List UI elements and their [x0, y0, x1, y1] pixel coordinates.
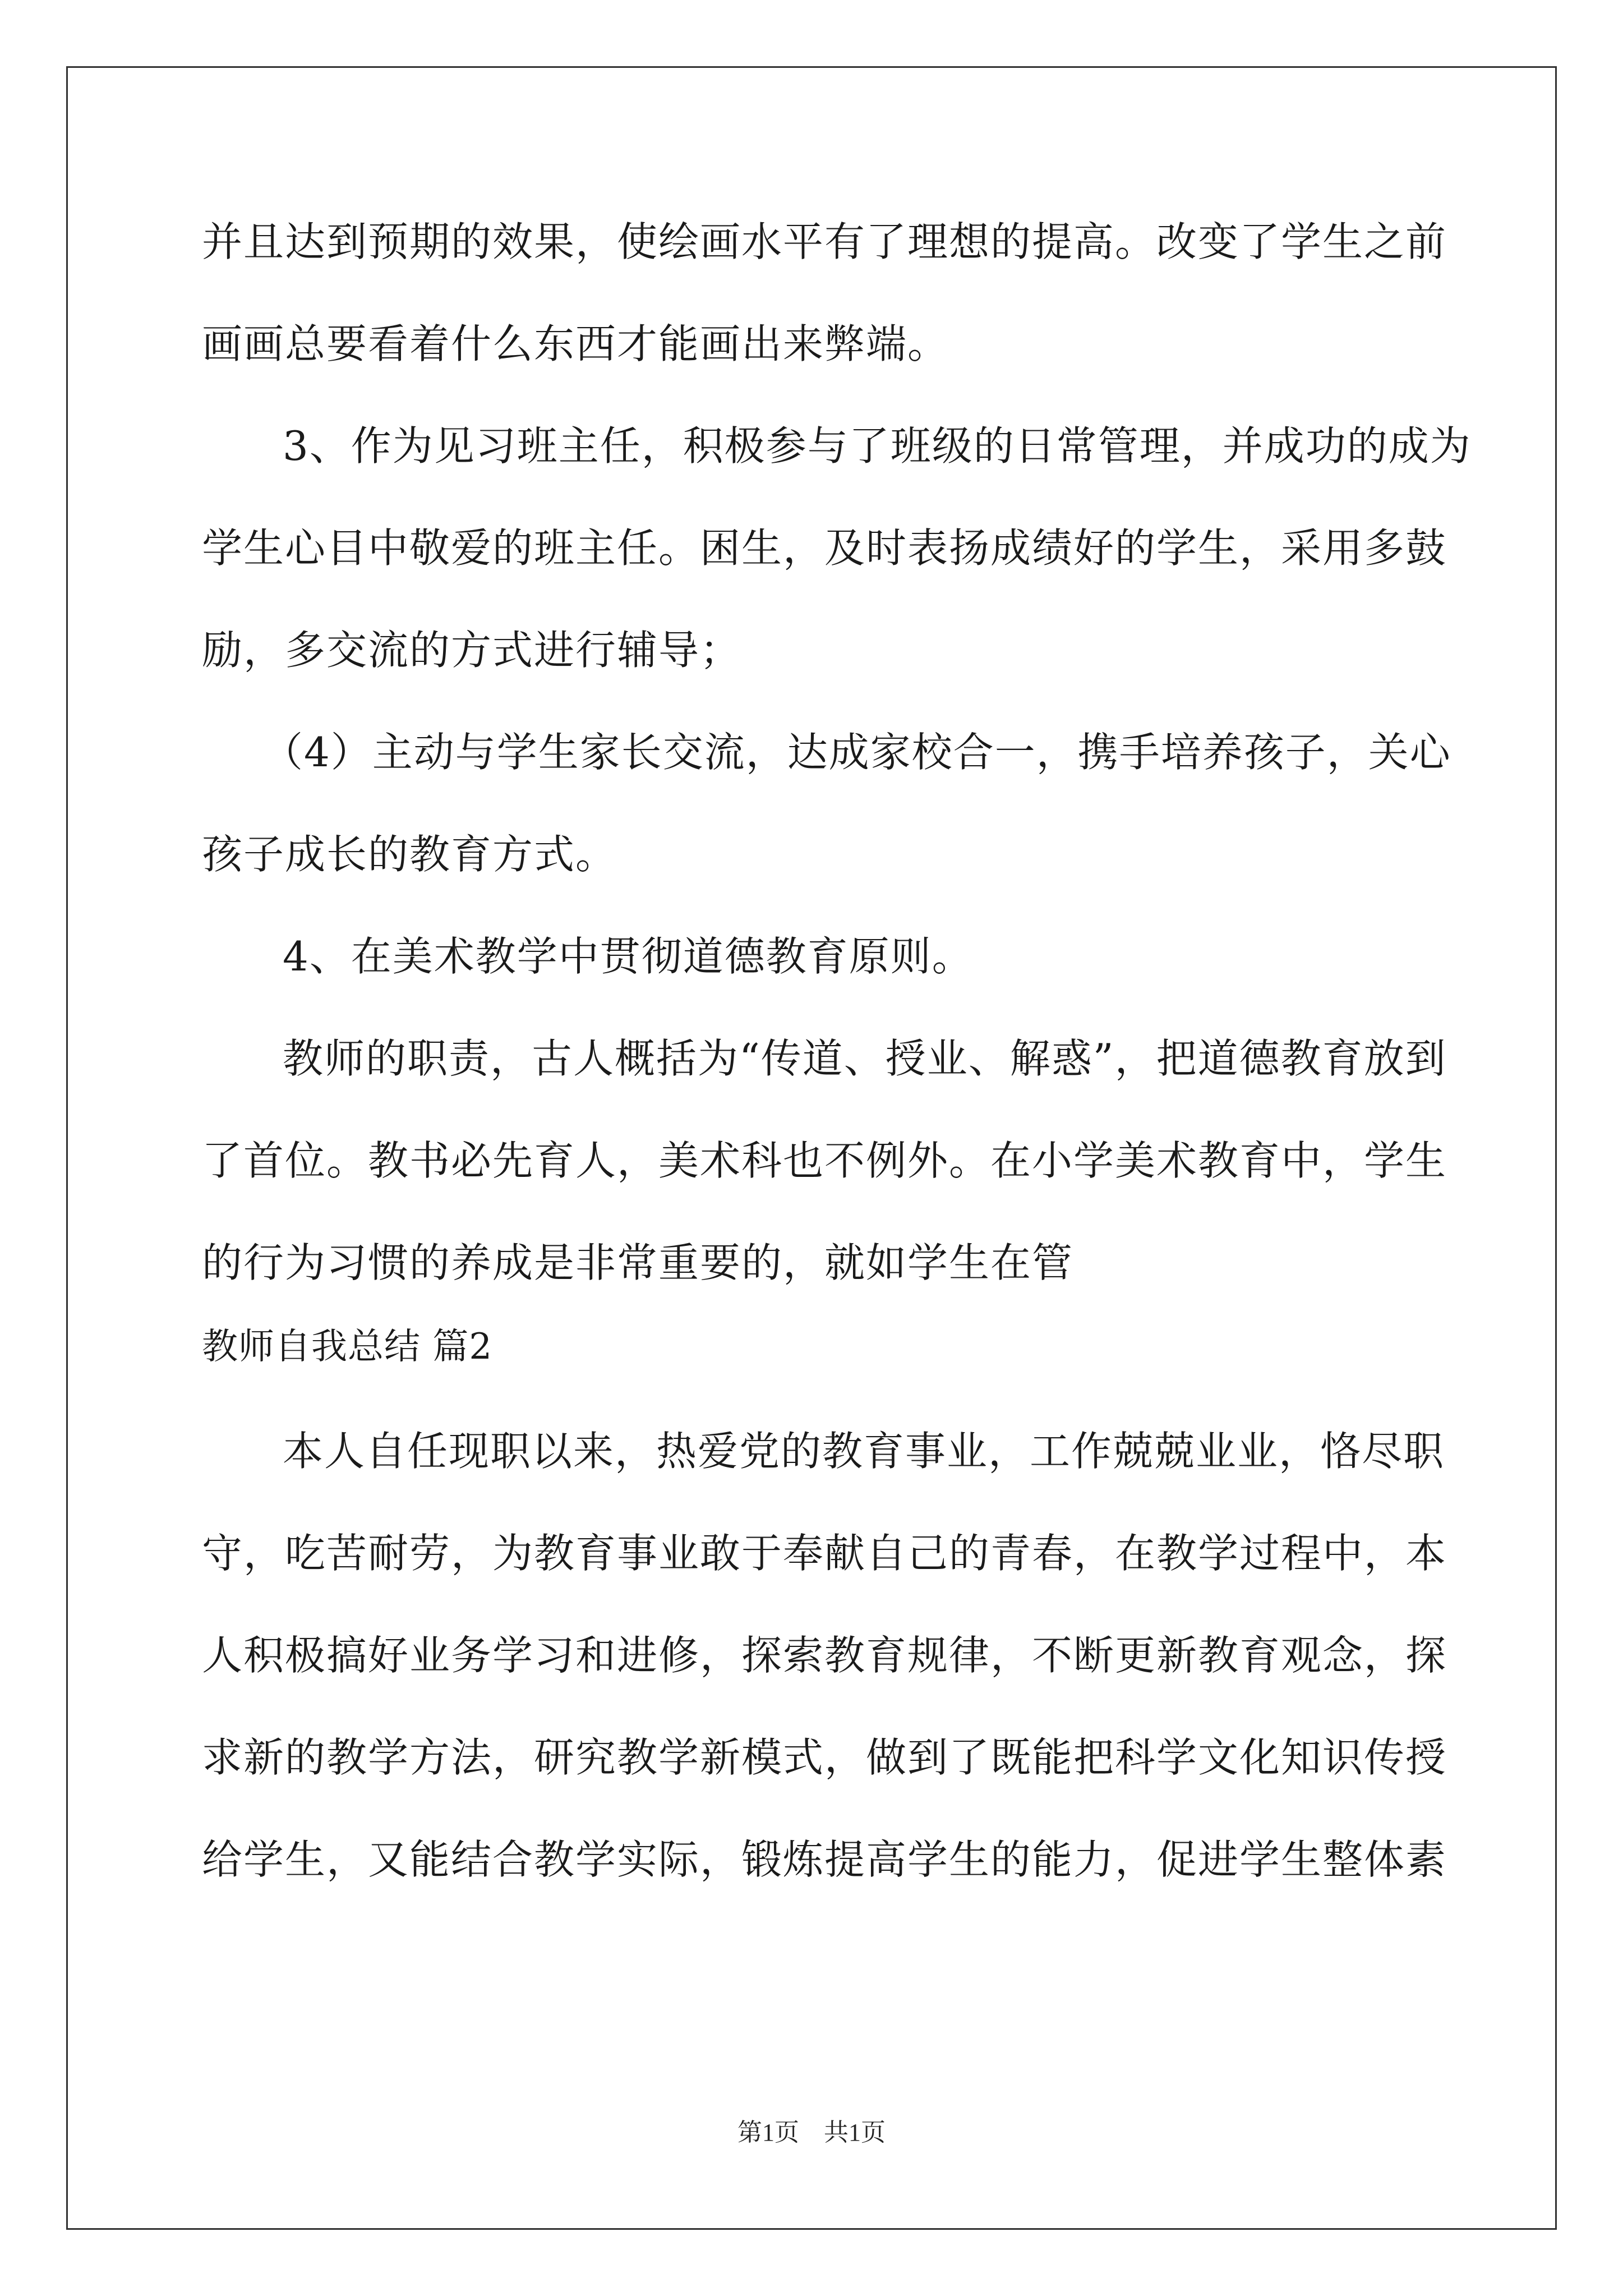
text-line: 本人自任现职以来，热爱党的教育事业，工作兢兢业业，恪尽职	[283, 1428, 1445, 1475]
text-line: 求新的教学方法，研究教学新模式，做到了既能把科学文化知识传授	[202, 1734, 1447, 1781]
text-line: 教师的职责，古人概括为“传道、授业、解惑”，把道德教育放到	[283, 1035, 1447, 1082]
text-line: 了首位。教书必先育人，美术科也不例外。在小学美术教育中，学生	[202, 1137, 1447, 1184]
text-line: 学生心目中敬爱的班主任。困生，及时表扬成绩好的学生，采用多鼓	[202, 524, 1447, 572]
text-line: 孩子成长的教育方式。	[202, 831, 617, 878]
document-body	[202, 218, 1472, 1941]
text-line: 的行为习惯的养成是非常重要的，就如学生在管	[202, 1239, 1074, 1286]
text-line: （4）主动与学生家长交流，达成家校合一，携手培养孩子，关心	[262, 729, 1451, 776]
page-number-footer: 第1页 共1页	[737, 2119, 886, 2146]
text-line: 3、作为见习班主任，积极参与了班级的日常管理，并成功的成为	[283, 422, 1472, 470]
text-line: 人积极搞好业务学习和进修，探索教育规律，不断更新教育观念，探	[202, 1632, 1447, 1679]
text-line: 4、在美术教学中贯彻道德教育原则。	[283, 933, 974, 980]
text-line: 给学生，又能结合教学实际，锻炼提高学生的能力，促进学生整体素	[202, 1836, 1447, 1883]
text-line: 画画总要看着什么东西才能画出来弊端。	[202, 320, 949, 367]
text-line: 守，吃苦耐劳，为教育事业敢于奉献自己的青春，在教学过程中，本	[202, 1530, 1447, 1577]
text-line: 并且达到预期的效果，使绘画水平有了理想的提高。改变了学生之前	[202, 218, 1447, 265]
section-heading: 教师自我总结 篇2	[202, 1326, 493, 1368]
text-line: 励，多交流的方式进行辅导；	[202, 627, 742, 674]
